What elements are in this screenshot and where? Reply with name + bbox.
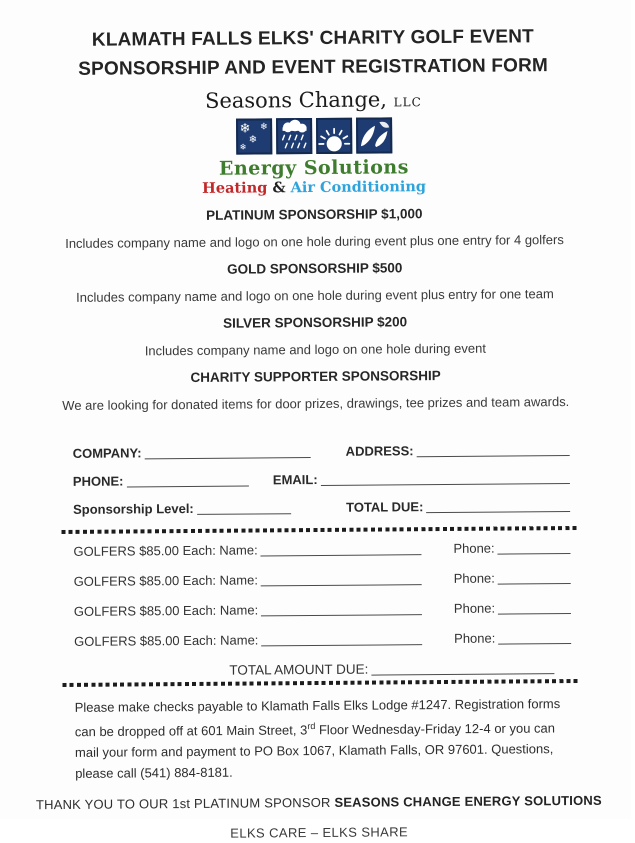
phone-write-in-line [126, 486, 248, 488]
total-due-field [346, 498, 570, 516]
address-label: ADDRESS: [346, 443, 414, 460]
logo-energy-solutions-text: Energy Solutions [0, 155, 630, 182]
brand-name-text: Seasons Change, [205, 87, 387, 112]
instructions-text-1: Please make checks payable to Klamath Falls Elks Lodge #1247. Registration forms can be dropped off at 601 Main Street, 3 [75, 696, 561, 739]
email-field [273, 470, 570, 488]
silver-sponsorship-heading: SILVER SPONSORSHIP $200 [0, 313, 631, 334]
charity-supporter-heading: CHARITY SUPPORTER SPONSORSHIP [0, 367, 631, 388]
golfer-phone-label: Phone: [454, 571, 495, 587]
gold-sponsorship-heading: GOLD SPONSORSHIP $500 [0, 259, 630, 280]
golfer-label: GOLFERS $85.00 Each: Name: [74, 572, 258, 589]
golfer-name-field [73, 541, 421, 560]
logo-air-conditioning-text: Air Conditioning [290, 178, 426, 196]
total-amount-due-label: TOTAL AMOUNT DUE: [229, 662, 368, 679]
elks-motto: ELKS CARE – ELKS SHARE [4, 823, 635, 843]
golfer-phone-field [454, 600, 571, 617]
silver-sponsorship-description: Includes company name and logo on one hole during event [0, 340, 631, 361]
registration-form-fields [73, 442, 571, 518]
autumn-leaves-icon [356, 117, 392, 153]
ordinal-superscript: rd [307, 721, 315, 731]
company-address-row [73, 442, 570, 462]
title-line-1: KLAMATH FALLS ELKS' CHARITY GOLF EVENT [0, 22, 629, 56]
golfer-phone-write-in-line [498, 553, 571, 555]
phone-field [73, 473, 249, 490]
dotted-separator-top [61, 526, 577, 534]
sponsorship-levels [0, 205, 631, 415]
charity-supporter-description: We are looking for donated items for door prizes, drawings, tee prizes and team awards. [0, 394, 631, 415]
total-amount-due-write-in-line [371, 673, 554, 675]
company-field [73, 444, 311, 462]
golfer-phone-write-in-line [498, 613, 571, 615]
golfer-row-1 [73, 540, 570, 560]
golfer-row-2 [74, 570, 571, 590]
total-amount-due-field [229, 660, 571, 679]
golfer-row-3 [74, 600, 571, 620]
title-line-2: SPONSORSHIP AND EVENT REGISTRATION FORM [0, 51, 629, 85]
company-label: COMPANY: [73, 445, 142, 462]
golfer-phone-label: Phone: [454, 601, 495, 617]
total-due-write-in-line [426, 511, 570, 513]
sun-icon [316, 118, 352, 154]
logo-hvac-line [0, 177, 630, 199]
golfer-name-field [74, 631, 422, 650]
thank-you-line [3, 793, 634, 813]
thank-you-prefix: THANK YOU TO OUR 1st PLATINUM SPONSOR [36, 795, 335, 812]
phone-email-row [73, 470, 570, 490]
snowflakes-icon: ❄ ❄ ❄ ❄ [236, 118, 272, 154]
golfer-phone-write-in-line [498, 643, 571, 645]
brand-llc-suffix: LLC [394, 95, 422, 109]
golfer-label: GOLFERS $85.00 Each: Name: [74, 602, 258, 619]
golfer-name-field [74, 601, 422, 620]
thank-you-sponsor-name: SEASONS CHANGE ENERGY SOLUTIONS [334, 793, 602, 810]
phone-label: PHONE: [73, 474, 124, 490]
email-write-in-line [321, 483, 570, 486]
golfer-name-write-in-line [261, 644, 422, 646]
total-due-label: TOTAL DUE: [346, 499, 423, 516]
golfer-phone-label: Phone: [453, 541, 494, 557]
sponsorship-level-label: Sponsorship Level: [73, 501, 194, 518]
gold-sponsorship-description: Includes company name and logo on one hole during event plus entry for one team [0, 286, 630, 307]
platinum-sponsorship-description: Includes company name and logo on one hole during event plus one entry for 4 golfers [0, 232, 630, 253]
logo-ampersand: & [272, 179, 285, 196]
golfer-label: GOLFERS $85.00 Each: Name: [73, 542, 257, 559]
golfer-phone-field [454, 570, 571, 587]
sponsor-brand-name [0, 86, 629, 118]
address-write-in-line [417, 455, 570, 457]
address-field [346, 442, 570, 460]
dotted-separator-bottom [62, 679, 578, 687]
golfer-phone-label: Phone: [454, 631, 495, 647]
email-label: EMAIL: [273, 472, 318, 488]
rain-cloud-icon [276, 118, 312, 154]
golfer-phone-field [454, 630, 571, 647]
platinum-sponsorship-heading: PLATINUM SPONSORSHIP $1,000 [0, 205, 630, 226]
golfer-name-write-in-line [261, 584, 422, 586]
page-title [0, 22, 629, 85]
sponsorship-level-write-in-line [197, 513, 291, 515]
golfer-phone-field [453, 540, 570, 557]
golfer-entry-list [73, 540, 571, 680]
logo-heating-text: Heating [202, 179, 267, 197]
golfer-name-write-in-line [261, 614, 422, 616]
instructions-text-2: Floor Wednesday-Friday 12-4 or you can mail your form and payment to PO Box 1067, Klamath Falls, OR 97601. Questions, please call (541) 884-8181. [75, 720, 555, 781]
golfer-phone-write-in-line [498, 583, 571, 585]
company-write-in-line [145, 457, 311, 459]
golfer-name-field [74, 571, 422, 590]
seasons-change-logo [0, 116, 629, 159]
golfer-row-4 [74, 630, 571, 650]
golfer-name-write-in-line [261, 554, 422, 556]
sponsorship-level-field [73, 500, 291, 518]
payment-instructions [75, 693, 573, 784]
sponsorship-total-row [73, 498, 570, 518]
golfer-label: GOLFERS $85.00 Each: Name: [74, 632, 258, 649]
